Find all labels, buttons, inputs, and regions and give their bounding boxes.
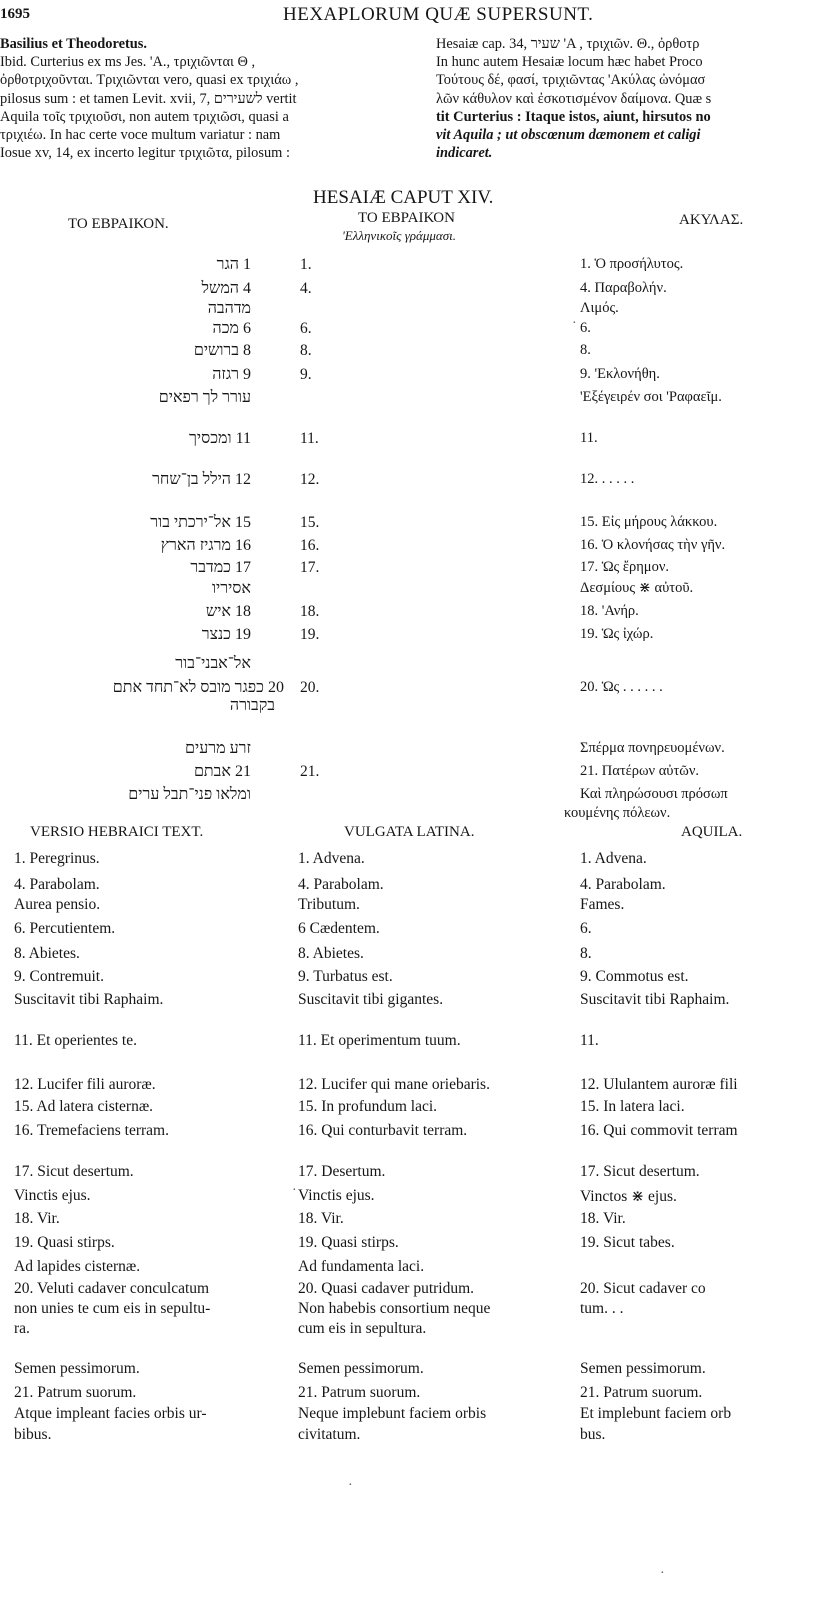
aquila-greek-text: 21. Πατέρων αὐτῶν. (580, 763, 700, 779)
hebrew-text: 18 איש (205, 603, 251, 620)
intro-left-line: Ibid. Curterius ex ms Jes. 'A., τριχιῶνται Θ , (0, 54, 256, 71)
vulgata-text: 18. Vir. (298, 1210, 344, 1227)
scan-speck: · (572, 316, 577, 331)
verse-number: 11. (300, 430, 319, 447)
verse-number: 18. (300, 603, 320, 620)
hebrew-text: זרע מרעים (185, 740, 251, 757)
aquila-latin-text: 11. (580, 1032, 599, 1049)
verse-number: 21. (300, 763, 320, 780)
verse-number: 6. (300, 320, 312, 337)
vulgata-text: Tributum. (298, 896, 360, 913)
aquila-greek-text: Δεσμίους ⋇ αὐτοῦ. (580, 580, 694, 596)
vulgata-text: 9. Turbatus est. (298, 968, 393, 985)
aquila-latin-text: 16. Qui commovit terram (580, 1122, 738, 1139)
intro-right-line: vit Aquila ; ut obscœnum dæmonem et caligi (436, 127, 701, 144)
versio-text: 1. Peregrinus. (14, 850, 100, 867)
aquila-greek-text: Καὶ πληρώσουσι πρόσωπ (580, 786, 728, 802)
scan-speck: · (348, 1478, 353, 1493)
column-header-vulgata: VULGATA LATINA. (344, 824, 475, 840)
versio-text: 8. Abietes. (14, 945, 80, 962)
intro-right-line: λῶν κάθυλον καὶ ἐσκοτισμένον δαίμονα. Quæ s (436, 90, 712, 107)
aquila-greek-text: 6. (580, 320, 591, 336)
hebrew-text: 15 אל־ירכתי בור (150, 514, 251, 531)
versio-text: 21. Patrum suorum. (14, 1384, 137, 1401)
versio-text: 6. Percutientem. (14, 920, 116, 937)
versio-text: Aurea pensio. (14, 896, 101, 913)
column-header-versio: VERSIO HEBRAICI TEXT. (30, 824, 204, 840)
vulgata-text: 16. Qui conturbavit terram. (298, 1122, 468, 1139)
aquila-latin-text: bus. (580, 1426, 606, 1443)
verse-number: 9. (300, 366, 312, 383)
intro-right-line: indicaret. (436, 145, 493, 162)
aquila-latin-text: 6. (580, 920, 592, 937)
intro-left-line: Aquila τοῖς τριχιοῦσι, non autem τριχιῶσι, quasi a (0, 108, 289, 125)
running-header: HEXAPLORUM QUÆ SUPERSUNT. (283, 4, 594, 25)
aquila-greek-text: κουμένης πόλεων. (564, 805, 671, 821)
versio-text: ra. (14, 1320, 30, 1337)
aquila-greek-text: 1. Ὁ προσήλυτος. (580, 256, 684, 272)
aquila-greek-text: 20. Ὡς . . . . . . (580, 679, 663, 695)
intro-right-line: Hesaiæ cap. 34, שעיר 'A , τριχιῶν. Θ., ὀρθοτρ (436, 36, 700, 52)
hebrew-text: עורר לך רפאים (158, 389, 251, 406)
versio-text: Suscitavit tibi Raphaim. (14, 991, 164, 1008)
hebrew-text: מדהבה (207, 300, 251, 317)
vulgata-text: 1. Advena. (298, 850, 365, 867)
aquila-latin-text: 19. Sicut tabes. (580, 1234, 675, 1251)
aquila-greek-text: Λιμός. (580, 300, 619, 316)
intro-left-line: Basilius et Theodoretus. (0, 36, 147, 52)
column-header-hebrew: ΤΟ ΕΒΡΑΙΚΟΝ. (68, 216, 169, 232)
aquila-latin-text: Et implebunt faciem orb (580, 1405, 732, 1422)
aquila-latin-text: tum. . . (580, 1300, 624, 1317)
chapter-title: HESAIÆ CAPUT XIV. (313, 187, 494, 208)
intro-right-line: tit Curterius : Itaque istos, aiunt, hirsutos no (436, 108, 711, 125)
aquila-latin-text: 17. Sicut desertum. (580, 1163, 700, 1180)
aquila-greek-text: 'Εξέγειρέν σοι 'Ραφαεῖμ. (580, 389, 722, 405)
aquila-latin-text: 12. Ululantem auroræ fili (580, 1076, 738, 1093)
vulgata-text: Suscitavit tibi gigantes. (298, 991, 444, 1008)
verse-number: 8. (300, 342, 312, 359)
verse-number: 4. (300, 280, 312, 297)
versio-text: 9. Contremuit. (14, 968, 104, 985)
hebrew-text: 12 הילל בן־שחר (152, 471, 251, 488)
versio-text: Vinctis ejus. (14, 1187, 91, 1204)
aquila-greek-text: 16. Ὁ κλονήσας τὴν γῆν. (580, 537, 726, 553)
aquila-latin-text: 18. Vir. (580, 1210, 626, 1227)
aquila-greek-text: 11. (580, 430, 598, 446)
versio-text: 19. Quasi stirps. (14, 1234, 115, 1251)
aquila-greek-text: 18. 'Ανήρ. (580, 603, 639, 619)
hebrew-text: 20 כפגר מובס לא־תחד אתם (112, 679, 284, 696)
aquila-latin-text: 8. (580, 945, 592, 962)
vulgata-text: 15. In profundum laci. (298, 1098, 438, 1115)
vulgata-text: Neque implebunt faciem orbis (298, 1405, 487, 1422)
vulgata-text: 8. Abietes. (298, 945, 364, 962)
aquila-greek-text: 8. (580, 342, 591, 358)
aquila-latin-text: 9. Commotus est. (580, 968, 689, 985)
hebrew-text: בקבורה (229, 697, 275, 714)
versio-text: 18. Vir. (14, 1210, 60, 1227)
verse-number: 16. (300, 537, 320, 554)
aquila-latin-text: 20. Sicut cadaver co (580, 1280, 706, 1297)
versio-text: 15. Ad latera cisternæ. (14, 1098, 154, 1115)
page-number: 1695 (0, 6, 30, 22)
aquila-greek-text: 4. Παραβολήν. (580, 280, 667, 296)
intro-right-line: In hunc autem Hesaiæ locum hæc habet Proco (436, 54, 703, 71)
vulgata-text: 19. Quasi stirps. (298, 1234, 399, 1251)
vulgata-text: 11. Et operimentum tuum. (298, 1032, 461, 1049)
versio-text: 11. Et operientes te. (14, 1032, 137, 1049)
verse-number: 1. (300, 256, 312, 273)
column-header-translit-sub: 'Ελληνικοῖς γράμμασι. (342, 228, 457, 243)
versio-text: 4. Parabolam. (14, 876, 100, 893)
aquila-latin-text: Semen pessimorum. (580, 1360, 706, 1377)
hebrew-text: 4 המשל (201, 280, 251, 297)
vulgata-text: 12. Lucifer qui mane oriebaris. (298, 1076, 490, 1093)
aquila-latin-text: 4. Parabolam. (580, 876, 666, 893)
verse-number: 12. (300, 471, 320, 488)
vulgata-text: civitatum. (298, 1426, 361, 1443)
hebrew-text: 16 מרגיז הארץ (160, 537, 251, 554)
hebrew-text: 17 כמדבר (190, 559, 251, 576)
hebrew-text: ומלאו פני־תבל ערים (128, 786, 251, 803)
verse-number: 15. (300, 514, 320, 531)
aquila-greek-text: 19. Ὡς ἰχώρ. (580, 626, 654, 642)
hebrew-text: 9 רגזה (212, 366, 251, 383)
vulgata-text: Vinctis ejus. (298, 1187, 375, 1204)
hebrew-text: 1 הגר (216, 256, 251, 273)
hebrew-text: אל־אבני־בור (175, 655, 251, 672)
scan-speck: · (660, 1566, 665, 1581)
hebrew-text: אסיריו (211, 580, 251, 597)
scan-speck: · (292, 1183, 297, 1198)
hebrew-text: 8 ברושים (193, 342, 251, 359)
vulgata-text: 21. Patrum suorum. (298, 1384, 421, 1401)
aquila-latin-text: Vinctos ⋇ ejus. (580, 1188, 677, 1205)
versio-text: non unies te cum eis in sepultu- (14, 1300, 211, 1317)
verse-number: 20. (300, 679, 320, 696)
hebrew-text: 21 אבתם (193, 763, 251, 780)
versio-text: Semen pessimorum. (14, 1360, 140, 1377)
intro-left-line: τριχιέω. In hac certe voce multum variatur : nam (0, 127, 281, 144)
vulgata-text: cum eis in sepultura. (298, 1320, 427, 1337)
vulgata-text: 17. Desertum. (298, 1163, 386, 1180)
intro-left-column (0, 35, 298, 162)
aquila-latin-text: Fames. (580, 896, 625, 913)
hebrew-text: 11 ומכסיך (189, 430, 251, 447)
aquila-latin-text: Suscitavit tibi Raphaim. (580, 991, 730, 1008)
versio-text: Atque impleant facies orbis ur- (14, 1405, 207, 1422)
versio-text: 16. Tremefaciens terram. (14, 1122, 169, 1139)
intro-left-line: ὀρθοτριχοῦνται. Τριχιῶνται vero, quasi ex τριχιάω , (0, 72, 299, 89)
versio-text: bibus. (14, 1426, 52, 1443)
aquila-greek-text: Σπέρμα πονηρευομένων. (580, 740, 725, 756)
vulgata-text: 4. Parabolam. (298, 876, 384, 893)
vulgata-text: 6 Cædentem. (298, 920, 380, 937)
column-header-translit: ΤΟ ΕΒΡΑΙΚΟΝ (358, 210, 455, 226)
versio-text: 12. Lucifer fili auroræ. (14, 1076, 156, 1093)
versio-text: 20. Veluti cadaver conculcatum (14, 1280, 210, 1297)
aquila-greek-text: 9. 'Εκλονήθη. (580, 366, 660, 382)
versio-text: 17. Sicut desertum. (14, 1163, 134, 1180)
vulgata-text: Non habebis consortium neque (298, 1300, 491, 1317)
vulgata-text: Semen pessimorum. (298, 1360, 424, 1377)
intro-right-column (436, 35, 711, 162)
verse-number: 19. (300, 626, 320, 643)
intro-left-line: pilosus sum : et tamen Levit. xvii, 7, לשעירים vertit (0, 90, 297, 107)
versio-text: Ad lapides cisternæ. (14, 1258, 141, 1275)
hebrew-text: 6 מכה (212, 320, 251, 337)
vulgata-text: Ad fundamenta laci. (298, 1258, 425, 1275)
aquila-latin-text: 21. Patrum suorum. (580, 1384, 703, 1401)
hebrew-text: 19 כנצר (201, 626, 251, 643)
aquila-greek-text: 17. Ὡς ἔρημον. (580, 559, 670, 575)
intro-right-line: Τούτους δέ, φασί, τριχιῶντας 'Ακύλας ὠνόμασ (436, 72, 706, 89)
vulgata-text: 20. Quasi cadaver putridum. (298, 1280, 475, 1297)
aquila-greek-text: 12. . . . . . (580, 471, 635, 487)
column-header-aquila-greek: ΑΚΥΛΑΣ. (679, 212, 744, 228)
aquila-greek-text: 15. Εἰς μήρους λάκκου. (580, 514, 718, 530)
aquila-latin-text: 1. Advena. (580, 850, 647, 867)
verse-number: 17. (300, 559, 320, 576)
intro-left-line: Iosue xv, 14, ex incerto legitur τριχιῶτα, pilosum : (0, 145, 290, 162)
column-header-aquila-latin: AQUILA. (681, 824, 743, 840)
aquila-latin-text: 15. In latera laci. (580, 1098, 685, 1115)
